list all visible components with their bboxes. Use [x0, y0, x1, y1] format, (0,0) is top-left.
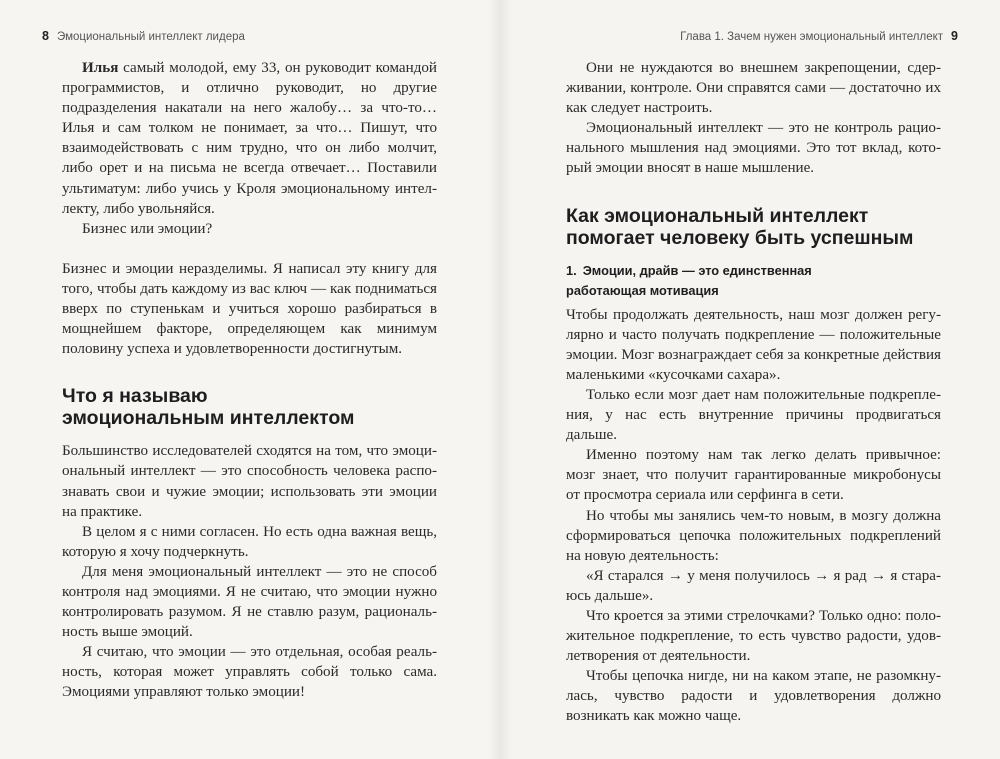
paragraph: Только если мозг дает нам положительные подкрепления, у нас есть внутренние причины продвигаться дальше.	[566, 386, 941, 444]
paragraph: Эмоциональный интеллект — это не контроль рационального мышления над эмоциями. Это тот вклад, который эмоции вносят в наше мышление.	[566, 120, 941, 177]
right-page	[500, 0, 1000, 759]
left-page-number: 8	[42, 29, 49, 43]
paragraph: Я считаю, что эмоции — это отдельная, особая реальность, которая может управлять собой только сама. Эмоциями управляют только эмоции!	[62, 644, 437, 701]
paragraph-text: самый молодой, ему 33, он руководит командой программистов, и отлично руководит, но другие подразделения накатали на него жалобу… за что-то… Илья и сам толком не понимает, за что… Пишут, что взаимодействовать с ним трудно, что он либо молчит, либо орет и на письма не всегда отвечает… Поставили ультиматум: либо учись у Кроля эмоциональному интеллекту, либо увольняйся.	[62, 60, 437, 217]
character-name: Илья	[82, 60, 119, 76]
paragraph: Именно поэтому нам так легко делать привычное: мозг знает, что получит гарантированные микробонусы от просмотра сериала или серфинга в сети.	[566, 447, 941, 504]
paragraph: Они не нуждаются во внешнем закрепощении, сдерживании, контроле. Они справятся сами — достаточно их как следует настроить.	[566, 60, 941, 117]
paragraph: Чтобы продолжать деятельность, наш мозг должен регулярно и часто получать подкрепление — положительные эмоции. Мозг вознаграждает себя за конкретные действия маленькими «кусочками сахара».	[566, 306, 941, 383]
paragraph: Но чтобы мы занялись чем-то новым, в мозгу должна сформироваться цепочка положительных подкреплений на новую деятельность:	[566, 507, 941, 564]
paragraph	[62, 58, 437, 219]
paragraph: Большинство исследователей сходятся на том, что эмоциональный интеллект — это способность человека распознавать свои и чужие эмоции; использовать эти эмоции на практике.	[62, 443, 437, 520]
section-heading	[62, 385, 437, 429]
section-heading-line2: помогает человеку быть успешным	[566, 226, 914, 249]
section-heading	[566, 205, 941, 249]
paragraph: Бизнес или эмоции?	[82, 220, 213, 237]
paragraph: Чтобы цепочка нигде, ни на каком этапе, не разомкнулась, чувство радости и удовлетворения должно возникать как можно чаще.	[566, 668, 941, 725]
subsection-heading-line2: работающая мотивация	[566, 282, 719, 298]
paragraph: «Я старался → у меня получилось → я рад → я стараюсь дальше».	[566, 567, 941, 604]
subsection-heading-line1: Эмоции, драйв — это единственная	[582, 262, 812, 278]
section-heading-line1: Как эмоциональный интеллект	[566, 204, 869, 227]
right-running-head-text: Глава 1. Зачем нужен эмоциональный интеллект	[680, 31, 944, 43]
section-heading-line1: Что я называю	[62, 385, 208, 408]
book-gutter	[488, 0, 512, 759]
paragraph: Что кроется за этими стрелочками? Только одно: положительное подкрепление, то есть чувство радости, удовлетворения от деятельности.	[566, 607, 941, 665]
section-heading-line2: эмоциональным интеллектом	[62, 407, 355, 430]
right-running-head	[680, 29, 958, 43]
paragraph: В целом я с ними согласен. Но есть одна важная вещь, которую я хочу подчеркнуть.	[62, 523, 437, 560]
left-running-head-text: Эмоциональный интеллект лидера	[56, 31, 245, 43]
subsection-number: 1.	[566, 262, 577, 278]
subsection-heading	[566, 261, 941, 301]
left-running-head	[42, 29, 245, 43]
paragraph: Для меня эмоциональный интеллект — это не способ контроля над эмоциями. Я не считаю, что эмоции нужно контролировать разумом. Я не ставлю разум, рациональность выше эмоций.	[62, 563, 437, 641]
paragraph: Бизнес и эмоции неразделимы. Я написал эту книгу для того, чтобы дать каждому из вас ключ — как подниматься вверх по ступенькам и учиться хорошо разбираться в мощнейшем факторе, определяющем как минимум половину успеха и удовлетворенности достигнутым.	[62, 260, 437, 358]
right-page-number: 9	[951, 29, 958, 43]
right-text-column	[566, 58, 941, 727]
left-text-column	[62, 58, 437, 703]
